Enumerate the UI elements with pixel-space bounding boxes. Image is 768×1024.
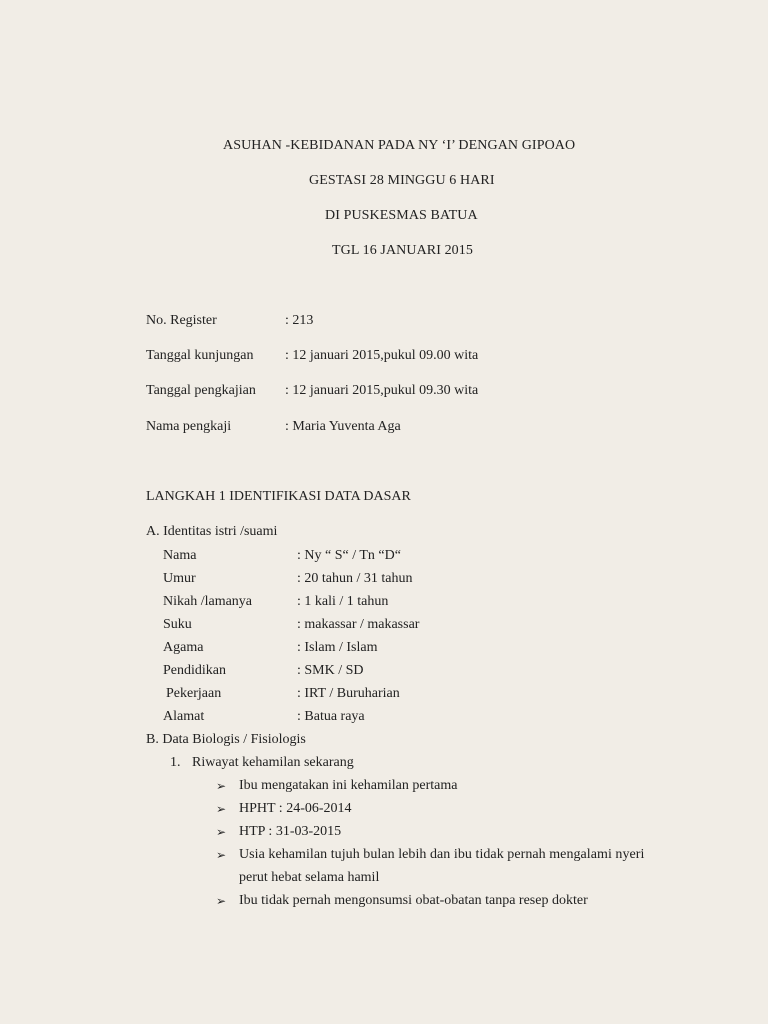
bullet-gestational-age: Usia kehamilan tujuh bulan lebih dan ibu tidak pernah mengalami nyeri (239, 847, 645, 862)
bullet-gestational-age-cont: perut hebat selama hamil (239, 870, 380, 885)
identity-occupation-label: Pekerjaan (166, 686, 222, 701)
identity-education-value: : SMK / SD (297, 663, 364, 678)
bullet-htp: HTP : 31-03-2015 (239, 824, 342, 839)
register-label: No. Register (146, 313, 217, 328)
identity-address-value: : Batua raya (297, 709, 365, 724)
identity-marriage-label: Nikah /lamanya (163, 594, 253, 609)
document-title: ASUHAN -KEBIDANAN PADA NY ‘I’ DENGAN GIPOAO (223, 138, 576, 153)
assessor-row (146, 418, 231, 436)
identity-name-label: Nama (163, 548, 197, 563)
identity-ethnicity-label: Suku (163, 617, 192, 632)
bullet-first-pregnancy: Ibu mengatakan ini kehamilan pertama (239, 778, 458, 793)
identity-name-value: : Ny “ S“ / Tn “D“ (297, 548, 401, 563)
identity-education-label: Pendidikan (163, 663, 226, 678)
visit-date-value: : 12 januari 2015,pukul 09.00 wita (285, 348, 479, 363)
document-subtitle-location: DI PUSKESMAS BATUA (325, 208, 478, 223)
bullet-arrow-icon: ➢ (216, 779, 227, 793)
bullet-arrow-icon: ➢ (216, 802, 227, 816)
biology-heading: B. Data Biologis / Fisiologis (146, 732, 306, 747)
document-subtitle-date: TGL 16 JANUARI 2015 (332, 243, 473, 258)
identity-occupation-value: : IRT / Buruharian (297, 686, 400, 701)
assessment-date-value: : 12 januari 2015,pukul 09.30 wita (285, 383, 479, 398)
bullet-arrow-icon: ➢ (216, 825, 227, 839)
identity-religion-label: Agama (163, 640, 204, 655)
pregnancy-history-number: 1. (170, 755, 181, 770)
identity-religion-value: : Islam / Islam (297, 640, 378, 655)
visit-date-label: Tanggal kunjungan (146, 348, 254, 363)
bullet-arrow-icon: ➢ (216, 894, 227, 908)
identity-heading: A. Identitas istri /suami (146, 524, 278, 539)
identity-marriage-value: : 1 kali / 1 tahun (297, 594, 389, 609)
register-row (146, 312, 217, 330)
assessment-date-row (146, 382, 256, 400)
assessment-date-label: Tanggal pengkajian (146, 383, 256, 398)
identity-address-label: Alamat (163, 709, 205, 724)
bullet-arrow-icon: ➢ (216, 848, 227, 862)
identity-age-label: Umur (163, 571, 196, 586)
register-value: : 213 (285, 313, 314, 328)
document-subtitle-gestation: GESTASI 28 MINGGU 6 HARI (309, 173, 495, 188)
pregnancy-history-title: Riwayat kehamilan sekarang (192, 755, 354, 770)
assessor-label: Nama pengkaji (146, 419, 232, 434)
identity-ethnicity-value: : makassar / makassar (297, 617, 420, 632)
visit-date-row (146, 347, 254, 365)
bullet-medication: Ibu tidak pernah mengonsumsi obat-obatan tanpa resep dokter (239, 893, 588, 908)
identity-age-value: : 20 tahun / 31 tahun (297, 571, 413, 586)
bullet-hpht: HPHT : 24-06-2014 (239, 801, 352, 816)
section-title: LANGKAH 1 IDENTIFIKASI DATA DASAR (146, 489, 411, 504)
assessor-value: : Maria Yuventa Aga (285, 419, 401, 434)
